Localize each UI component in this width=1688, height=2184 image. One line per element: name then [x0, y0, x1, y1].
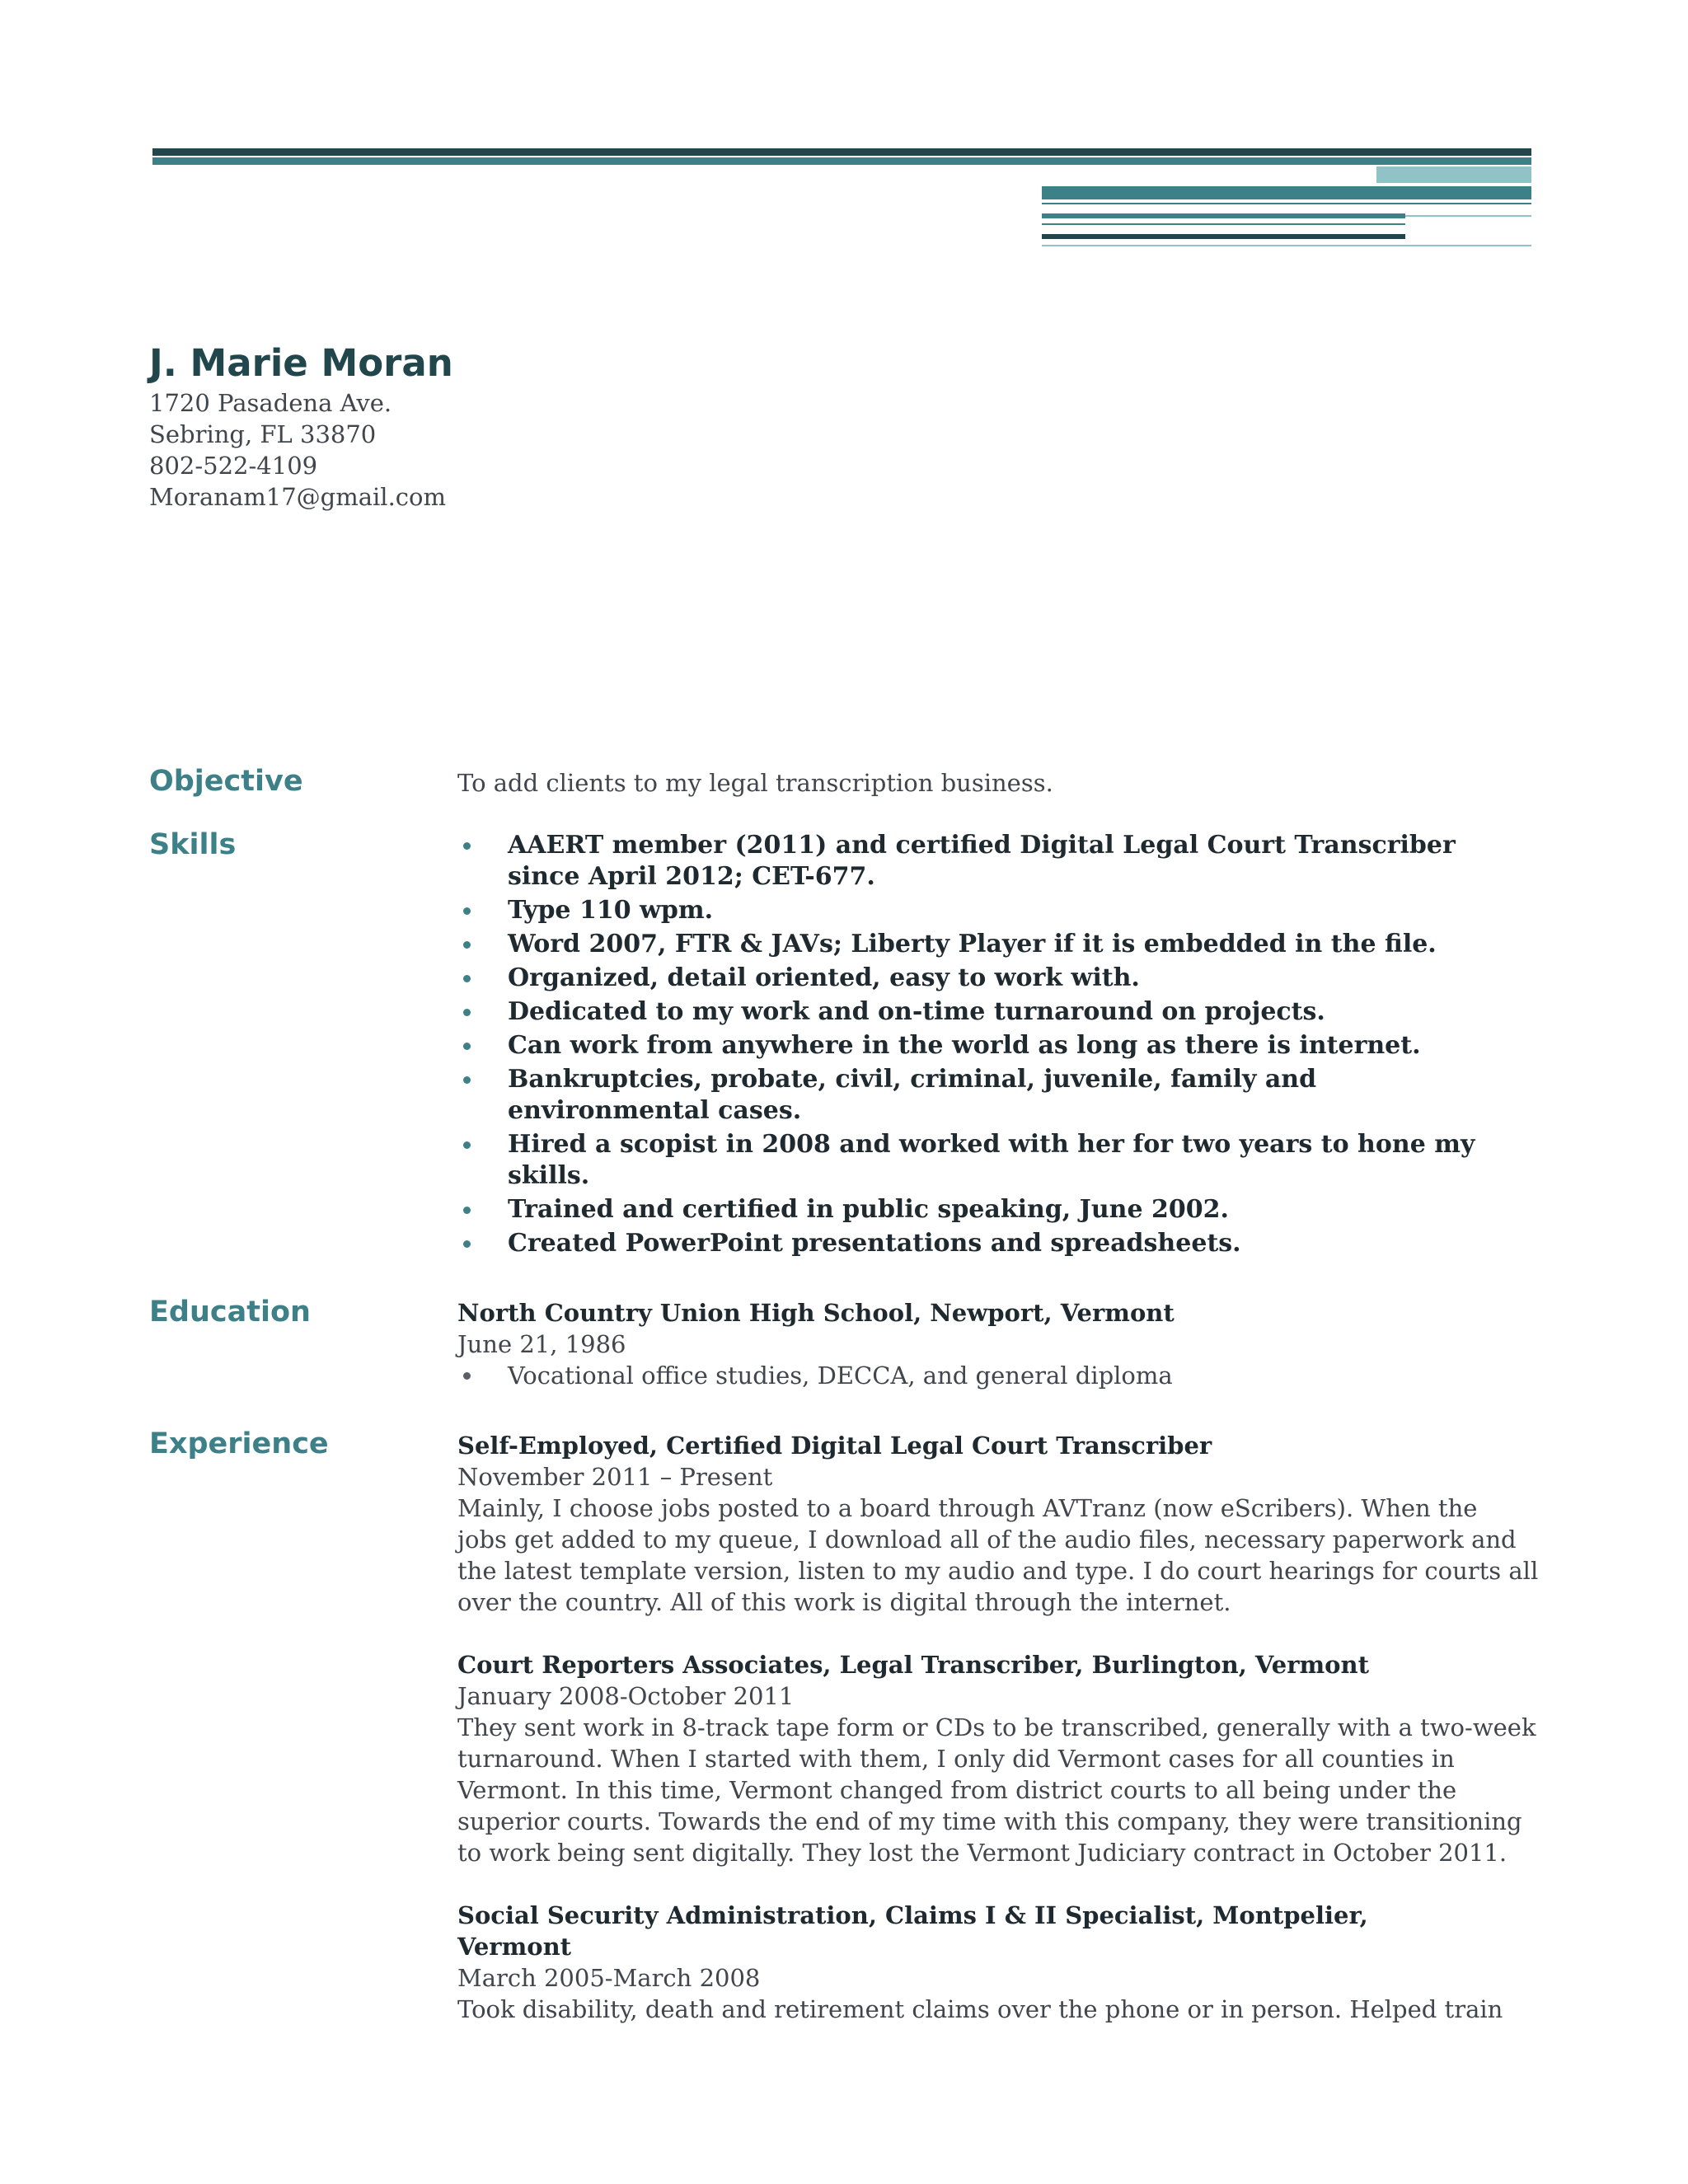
job-dates: March 2005-March 2008 — [457, 1964, 761, 1992]
bullet-icon — [463, 1240, 471, 1248]
email-address: Moranam17@gmail.com — [149, 483, 446, 511]
skills-heading: Skills — [149, 828, 237, 861]
accent-bar-5 — [1042, 223, 1405, 225]
objective-heading: Objective — [149, 765, 303, 798]
job-description: jobs get added to my queue, I download all of the audio files, necessary paperwork and — [457, 1526, 1517, 1554]
bullet-icon — [463, 941, 471, 949]
job-dates: January 2008-October 2011 — [457, 1682, 795, 1710]
skill-item — [457, 963, 1545, 994]
education-heading: Education — [149, 1296, 311, 1329]
job-entry — [457, 1649, 1545, 1868]
experience-list — [457, 1430, 1545, 2056]
job-description: Vermont. In this time, Vermont changed from district courts to all being under the — [457, 1776, 1457, 1804]
accent-bar-7 — [1042, 245, 1531, 246]
skill-item — [457, 1228, 1545, 1259]
address-line-1: 1720 Pasadena Ave. — [149, 389, 392, 417]
school-name: North Country Union High School, Newport, Vermont — [457, 1299, 1175, 1327]
education-block — [457, 1297, 1545, 1391]
skill-item — [457, 1129, 1545, 1192]
accent-bar-4 — [1405, 215, 1531, 217]
job-description: superior courts. Towards the end of my time with this company, they were transitioning — [457, 1807, 1522, 1835]
bullet-icon — [463, 1009, 471, 1016]
skill-item — [457, 996, 1545, 1028]
accent-bar-light — [1376, 166, 1531, 183]
education-bullets — [457, 1360, 1545, 1391]
accent-bar-6 — [1042, 234, 1405, 239]
skills-list-container — [457, 830, 1545, 1262]
skill-text: AAERT member (2011) and certified Digital Legal Court Transcriber — [508, 831, 1456, 860]
job-description: They sent work in 8-track tape form or CDs to be transcribed, generally with a two-week — [457, 1713, 1536, 1741]
skill-text: Hired a scopist in 2008 and worked with her for two years to hone my — [508, 1130, 1475, 1159]
graduation-date: June 21, 1986 — [457, 1330, 626, 1358]
bullet-icon — [463, 1372, 471, 1380]
bullet-icon — [463, 1141, 471, 1149]
job-entry — [457, 1430, 1545, 1618]
job-dates: November 2011 – Present — [457, 1463, 773, 1491]
skill-text: Dedicated to my work and on-time turnaround on projects. — [508, 997, 1325, 1026]
objective-line: To add clients to my legal transcription business. — [457, 769, 1053, 797]
job-description: the latest template version, listen to my audio and type. I do court hearings for courts all — [457, 1557, 1539, 1585]
candidate-name: J. Marie Moran — [149, 341, 453, 385]
job-title: Court Reporters Associates, Legal Transcriber, Burlington, Vermont — [457, 1651, 1369, 1679]
bullet-icon — [463, 1076, 471, 1084]
bullet-icon — [463, 1207, 471, 1214]
job-description: Mainly, I choose jobs posted to a board through AVTranz (now eScribers). When the — [457, 1494, 1478, 1522]
skill-item — [457, 1030, 1545, 1062]
job-description: turnaround. When I started with them, I only did Vermont cases for all counties in — [457, 1745, 1455, 1773]
skill-text: since April 2012; CET-677. — [508, 862, 875, 891]
accent-bar-3 — [1042, 213, 1405, 218]
list-item — [457, 1360, 1545, 1391]
bullet-icon — [463, 907, 471, 915]
skill-text: Created PowerPoint presentations and spreadsheets. — [508, 1229, 1241, 1258]
bullet-icon — [463, 975, 471, 982]
bullet-icon — [463, 842, 471, 850]
phone-number: 802-522-4109 — [149, 452, 318, 480]
job-entry — [457, 1900, 1545, 2025]
skill-text: Bankruptcies, probate, civil, criminal, juvenile, family and — [508, 1065, 1317, 1094]
contact-block — [149, 387, 726, 513]
skill-item — [457, 830, 1545, 893]
skill-text: environmental cases. — [508, 1096, 802, 1125]
skill-text: Organized, detail oriented, easy to work with. — [508, 963, 1140, 992]
skill-item — [457, 895, 1545, 926]
header-bar-teal — [152, 157, 1531, 165]
skill-item — [457, 929, 1545, 960]
accent-bar-1 — [1042, 186, 1531, 199]
job-description: Took disability, death and retirement claims over the phone or in person. Helped train — [457, 1995, 1503, 2023]
bullet-icon — [463, 1043, 471, 1050]
job-title: Social Security Administration, Claims I & II Specialist, Montpelier, — [457, 1901, 1368, 1929]
skill-text: Word 2007, FTR & JAVs; Liberty Player if it is embedded in the file. — [508, 930, 1437, 958]
skill-text: Trained and certified in public speaking, June 2002. — [508, 1195, 1229, 1224]
skill-item — [457, 1194, 1545, 1226]
accent-bar-2 — [1042, 203, 1531, 204]
experience-heading: Experience — [149, 1427, 329, 1460]
education-detail: Vocational office studies, DECCA, and general diploma — [508, 1361, 1173, 1390]
job-title: Self-Employed, Certified Digital Legal Court Transcriber — [457, 1432, 1212, 1460]
skill-text: Can work from anywhere in the world as long as there is internet. — [508, 1031, 1421, 1060]
job-description: to work being sent digitally. They lost the Vermont Judiciary contract in October 2011. — [457, 1839, 1507, 1867]
header-bar-dark — [152, 148, 1531, 156]
address-line-2: Sebring, FL 33870 — [149, 420, 377, 448]
job-title: Vermont — [457, 1933, 572, 1961]
skill-text: skills. — [508, 1161, 590, 1190]
skill-text: Type 110 wpm. — [508, 896, 714, 925]
skill-item — [457, 1064, 1545, 1127]
skills-list — [457, 830, 1545, 1259]
job-description: over the country. All of this work is digital through the internet. — [457, 1588, 1231, 1616]
objective-text — [457, 767, 1545, 799]
